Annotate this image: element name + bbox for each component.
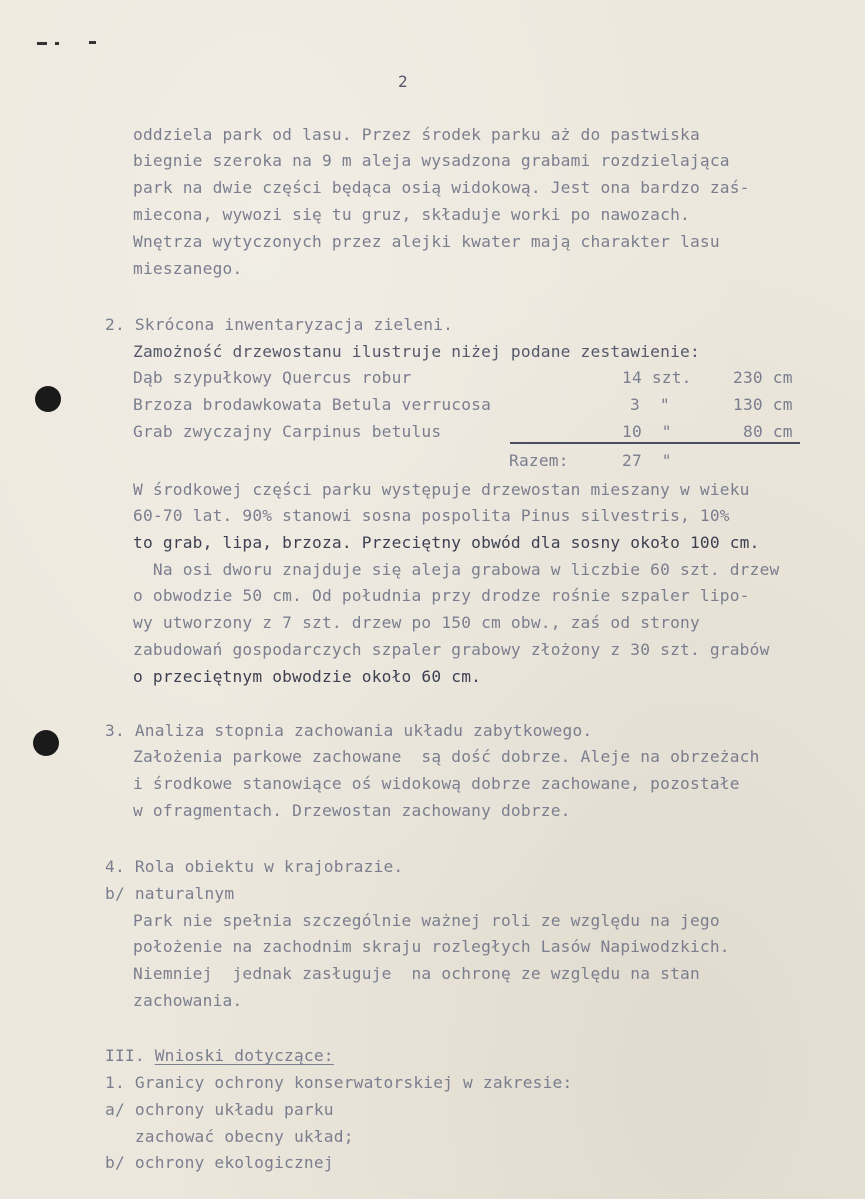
tree-size: 130 cm <box>733 395 793 414</box>
tree-name: Brzoza brodawkowata Betula verrucosa <box>133 395 492 414</box>
section-heading: 2. Skrócona inwentaryzacja zieleni. <box>105 315 454 334</box>
list-item: a/ ochrony układu parku <box>105 1100 334 1119</box>
tree-count: 14 szt. <box>622 368 692 387</box>
text-line: Na osi dworu znajduje się aleja grabowa w liczbie 60 szt. drzew <box>133 560 780 579</box>
text-line: Niemniej jednak zasługuje na ochronę ze względu na stan <box>133 964 700 983</box>
text-line: zachowania. <box>133 991 243 1010</box>
tree-size: 80 cm <box>743 422 793 441</box>
list-item-detail: zachować obecny układ; <box>105 1127 354 1146</box>
text-line: położenie na zachodnim skraju rozległych Lasów Napiwodzkich. <box>133 937 730 956</box>
tree-count: 10 " <box>622 422 672 441</box>
text-line: miecona, wywozi się tu gruz, składuje worki po nawozach. <box>133 205 690 224</box>
page-number: 2 <box>398 72 408 91</box>
total-label: Razem: <box>509 451 569 470</box>
corner-mark <box>37 42 47 45</box>
total-value: 27 " <box>622 451 672 470</box>
text-line: biegnie szeroka na 9 m aleja wysadzona grabami rozdzielająca <box>133 151 730 170</box>
sum-rule <box>510 442 800 444</box>
section-heading-iii <box>105 1046 334 1066</box>
text-line: o obwodzie 50 cm. Od południa przy drodze rośnie szpaler lipo- <box>133 586 750 605</box>
text-line: to grab, lipa, brzoza. Przeciętny obwód dla sosny około 100 cm. <box>133 533 760 552</box>
corner-mark <box>55 42 59 45</box>
tree-name: Grab zwyczajny Carpinus betulus <box>133 422 442 441</box>
punch-hole <box>33 730 59 756</box>
text-line: oddziela park od lasu. Przez środek parku aż do pastwiska <box>133 125 700 144</box>
text-line: i środkowe stanowiące oś widokową dobrze zachowane, pozostałe <box>133 774 740 793</box>
list-item: b/ ochrony ekologicznej <box>105 1153 334 1172</box>
text-line: Zamożność drzewostanu ilustruje niżej podane zestawienie: <box>133 342 700 361</box>
text-line: mieszanego. <box>133 259 243 278</box>
text-line: Park nie spełnia szczególnie ważnej roli ze względu na jego <box>133 911 720 930</box>
text-line: Założenia parkowe zachowane są dość dobrze. Aleje na obrzeżach <box>133 747 760 766</box>
section-heading: 3. Analiza stopnia zachowania układu zabytkowego. <box>105 721 593 740</box>
tree-count: 3 " <box>630 395 670 414</box>
text-line: W środkowej części parku występuje drzewostan mieszany w wieku <box>133 480 750 499</box>
text-line: wy utworzony z 7 szt. drzew po 150 cm obw., zaś od strony <box>133 613 700 632</box>
corner-mark <box>89 41 96 44</box>
text-line: w ofragmentach. Drzewostan zachowany dobrze. <box>133 801 571 820</box>
text-line: 60-70 lat. 90% stanowi sosna pospolita Pinus silvestris, 10% <box>133 506 730 525</box>
heading-title: Wnioski dotyczące: <box>154 1046 334 1065</box>
text-line: park na dwie części będąca osią widokową. Jest ona bardzo zaś- <box>133 178 750 197</box>
text-line: Wnętrza wytyczonych przez alejki kwater mają charakter lasu <box>133 232 720 251</box>
punch-hole <box>35 386 61 412</box>
tree-size: 230 cm <box>733 368 793 387</box>
list-item: 1. Granicy ochrony konserwatorskiej w zakresie: <box>105 1073 573 1092</box>
section-heading: 4. Rola obiektu w krajobrazie. <box>105 857 404 876</box>
heading-prefix: III. <box>105 1046 155 1065</box>
tree-name: Dąb szypułkowy Quercus robur <box>133 368 412 387</box>
text-line: zabudowań gospodarczych szpaler grabowy złożony z 30 szt. grabów <box>133 640 770 659</box>
subsection-label: b/ naturalnym <box>105 884 235 903</box>
text-line: o przeciętnym obwodzie około 60 cm. <box>133 667 482 686</box>
